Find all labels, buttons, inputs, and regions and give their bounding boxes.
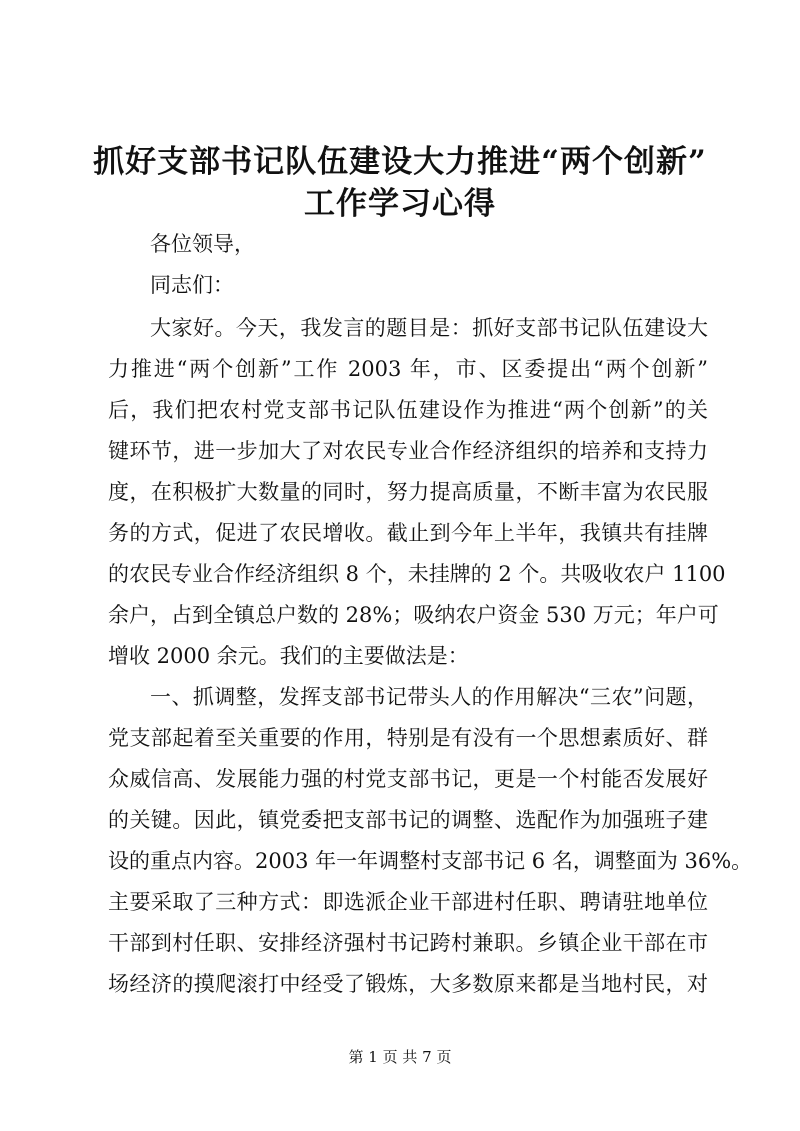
title-line-1: 抓好支部书记队伍建设大力推进“两个创新” [93, 144, 707, 180]
paragraph-line: 一、抓调整，发挥支部书记带头人的作用解决“三农”问题， [150, 685, 708, 709]
paragraph-line: 务的方式，促进了农民增收。截止到今年上半年，我镇共有挂牌 [108, 521, 708, 545]
paragraph-line: 众威信高、发展能力强的村党支部书记，更是一个村能否发展好 [108, 767, 708, 791]
paragraph-line: 主要采取了三种方式：即选派企业干部进村任职、聘请驻地单位 [108, 890, 708, 914]
salutation-2: 同志们： [150, 273, 234, 297]
paragraph-line: 键环节，进一步加大了对农民专业合作经济组织的培养和支持力 [108, 439, 708, 463]
paragraph-line: 的关键。因此，镇党委把支部书记的调整、选配作为加强班子建 [108, 808, 708, 832]
paragraph-line: 余户，占到全镇总户数的 28%；吸纳农户资金 530 万元；年户可 [108, 603, 719, 627]
title-line-2: 工作学习心得 [304, 186, 496, 222]
paragraph-line: 设的重点内容。2003 年一年调整村支部书记 6 名，调整面为 36%。 [108, 849, 753, 873]
paragraph-line: 大家好。今天，我发言的题目是：抓好支部书记队伍建设大 [150, 316, 708, 340]
paragraph-line: 党支部起着至关重要的作用，特别是有没有一个思想素质好、群 [108, 726, 708, 750]
salutation-1: 各位领导， [150, 232, 255, 256]
paragraph-line: 场经济的摸爬滚打中经受了锻炼，大多数原来都是当地村民，对 [108, 972, 708, 996]
paragraph-line: 的农民专业合作经济组织 8 个，未挂牌的 2 个。共吸收农户 1100 [108, 562, 726, 586]
paragraph-line: 度，在积极扩大数量的同时，努力提高质量，不断丰富为农民服 [108, 480, 708, 504]
paragraph-line: 干部到村任职、安排经济强村书记跨村兼职。乡镇企业干部在市 [108, 931, 708, 955]
paragraph-line: 力推进“两个创新”工作 2003 年，市、区委提出“两个创新” [108, 357, 708, 381]
paragraph-line: 后，我们把农村党支部书记队伍建设作为推进“两个创新”的关 [108, 398, 708, 422]
page-number-footer: 第 1 页 共 7 页 [348, 1048, 452, 1066]
paragraph-line: 增收 2000 余元。我们的主要做法是： [108, 644, 469, 668]
